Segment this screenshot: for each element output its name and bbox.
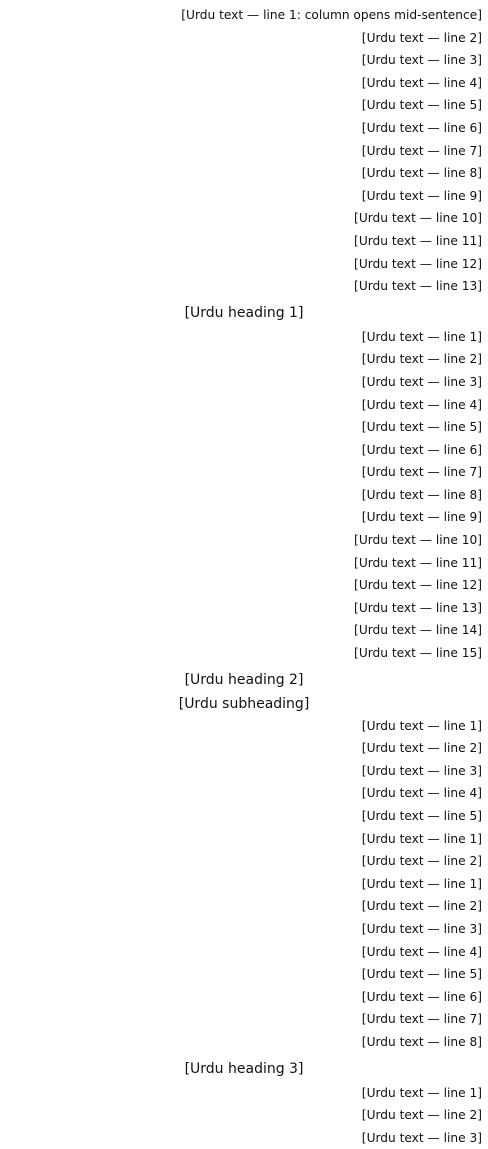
text-line: [Urdu text — line 4] (361, 397, 482, 412)
text-line: [Urdu text — line 10] (354, 211, 482, 226)
text-line: [Urdu text — line 2] (361, 741, 482, 756)
text-line: [Urdu text — line 12] (354, 256, 482, 271)
text-line: [Urdu text — line 3] (361, 1130, 482, 1145)
text-line: [Urdu text — line 7] (361, 143, 482, 158)
paragraph-1 (6, 4, 482, 298)
text-line: [Urdu text — line 3] (361, 53, 482, 68)
text-line: [Urdu text — line 9] (361, 510, 482, 525)
text-line: [Urdu text — line 3] (361, 374, 482, 389)
text-line: [Urdu text — line 5] (361, 420, 482, 435)
text-line: [Urdu text — line 6] (361, 989, 482, 1004)
text-line: [Urdu text — line 5] (361, 967, 482, 982)
text-line: [Urdu text — line 1: column opens mid-sentence] (181, 8, 482, 22)
text-line: [Urdu text — line 1] (361, 329, 482, 344)
text-line: [Urdu text — line 1] (361, 718, 482, 733)
text-line: [Urdu text — line 1] (361, 1085, 482, 1100)
text-line: [Urdu text — line 14] (354, 623, 482, 638)
text-line: [Urdu text — line 15] (354, 646, 482, 661)
text-line: [Urdu text — line 10] (354, 533, 482, 548)
text-line: [Urdu text — line 8] (361, 487, 482, 502)
paragraph-5 (6, 873, 482, 1054)
text-line: [Urdu text — line 11] (354, 233, 482, 248)
section-heading: [Urdu heading 2] (184, 671, 304, 688)
text-line: [Urdu text — line 6] (361, 442, 482, 457)
text-line: [Urdu text — line 7] (361, 1012, 482, 1027)
text-line: [Urdu text — line 3] (361, 921, 482, 936)
text-line: [Urdu text — line 2] (361, 1108, 482, 1123)
text-line: [Urdu text — line 8] (361, 166, 482, 181)
text-line: [Urdu text — line 2] (361, 30, 482, 45)
text-line: [Urdu text — line 2] (361, 352, 482, 367)
text-line: [Urdu text — line 5] (361, 809, 482, 823)
section-subheading: [Urdu subheading] (178, 695, 310, 712)
section-heading: [Urdu heading 3] (184, 1060, 304, 1077)
paragraph-6 (6, 1082, 482, 1149)
text-line: [Urdu text — line 3] (361, 763, 482, 778)
text-line: [Urdu text — line 4] (361, 75, 482, 90)
text-line: [Urdu text — line 1] (361, 831, 482, 846)
text-line: [Urdu text — line 8] (361, 1034, 482, 1049)
text-line: [Urdu text — line 6] (361, 120, 482, 135)
paragraph-4 (6, 828, 482, 873)
paragraph-3 (6, 715, 482, 828)
text-line: [Urdu text — line 2] (361, 854, 482, 869)
text-line: [Urdu text — line 5] (361, 98, 482, 113)
text-line: [Urdu text — line 4] (361, 944, 482, 959)
text-line: [Urdu text — line 12] (354, 578, 482, 593)
text-line: [Urdu text — line 1] (361, 876, 482, 891)
text-line: [Urdu text — line 9] (361, 188, 482, 203)
text-line: [Urdu text — line 2] (361, 899, 482, 914)
text-line: [Urdu text — line 4] (361, 786, 482, 801)
text-line: [Urdu text — line 13] (354, 279, 482, 294)
paragraph-2 (6, 326, 482, 665)
text-line: [Urdu text — line 13] (354, 600, 482, 615)
text-line: [Urdu text — line 11] (354, 555, 482, 570)
section-heading: [Urdu heading 1] (184, 304, 304, 321)
text-line: [Urdu text — line 7] (361, 465, 482, 480)
